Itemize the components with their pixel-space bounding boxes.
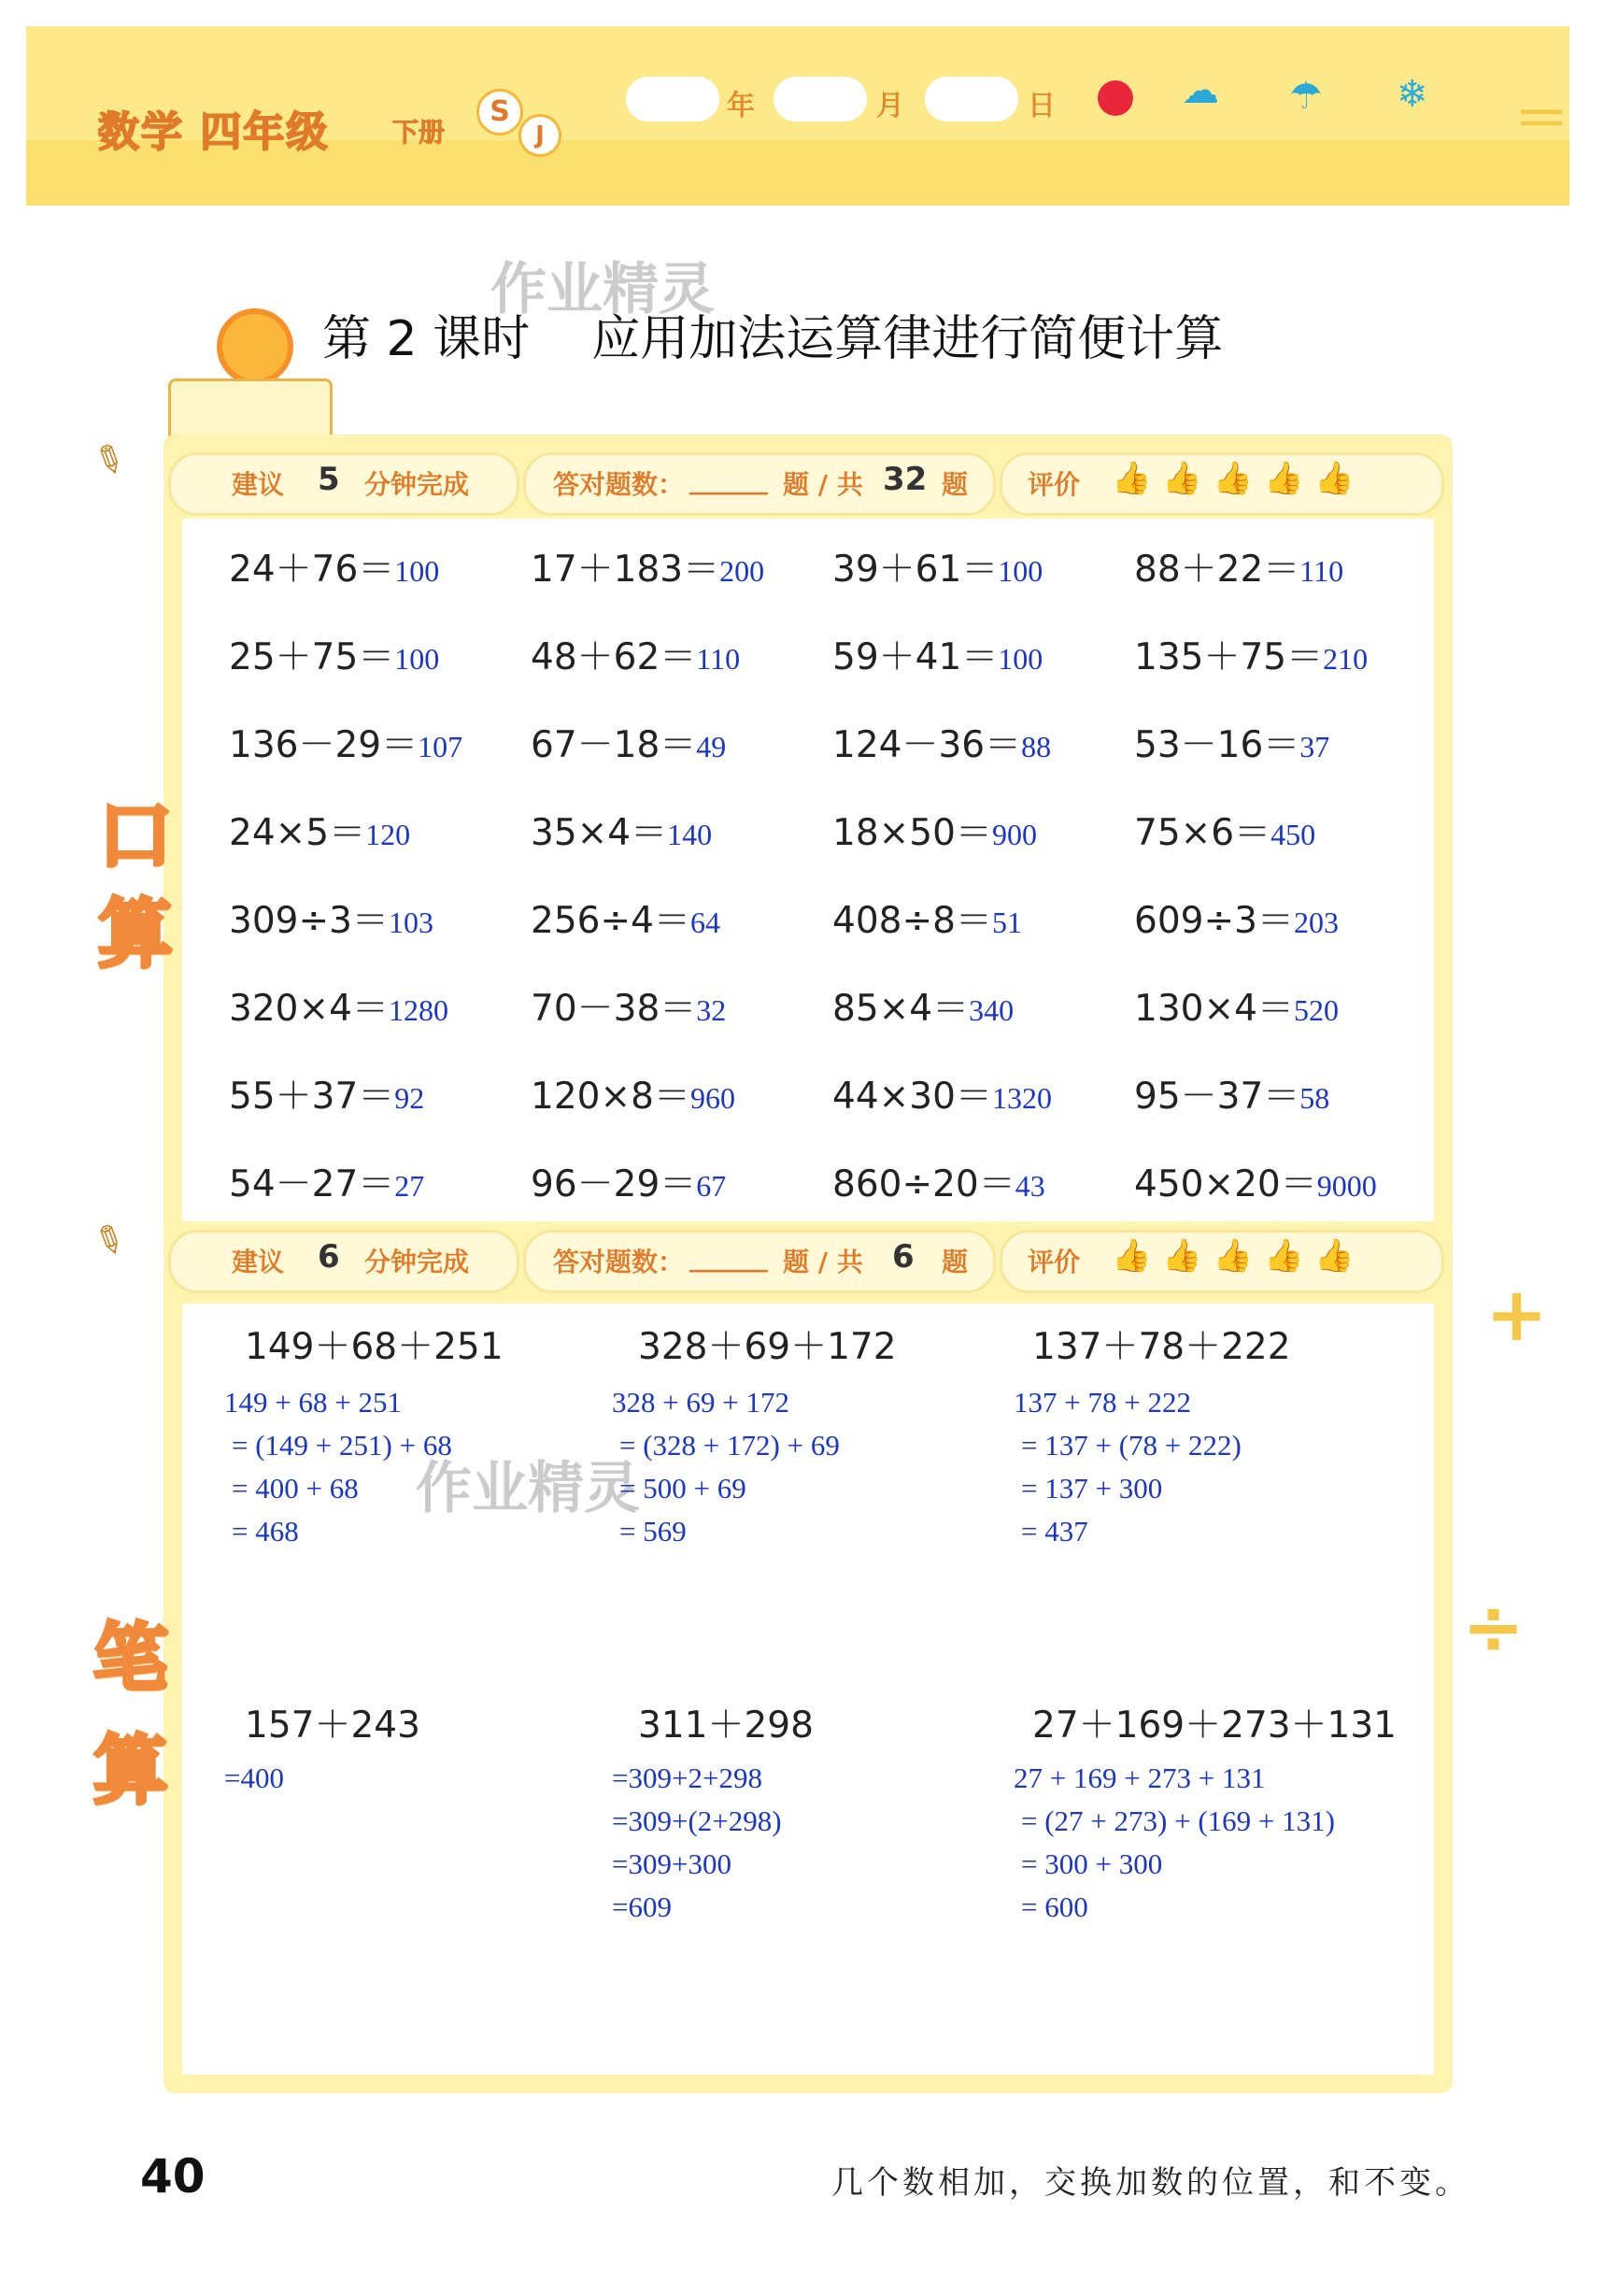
- pencil-icon: ✎: [85, 435, 133, 487]
- oral-problem-answer[interactable]: 203: [1293, 906, 1339, 939]
- written-total: 6: [892, 1238, 915, 1276]
- oral-problem: [1134, 716, 1329, 768]
- oral-problem-answer[interactable]: 37: [1299, 730, 1330, 763]
- oral-problem: [229, 1155, 424, 1207]
- oral-problem-question: 95－37＝: [1134, 1076, 1300, 1118]
- oral-problem: [531, 979, 726, 1032]
- oral-problem-answer[interactable]: 200: [719, 554, 765, 588]
- written-finish: 分钟完成: [364, 1247, 470, 1277]
- written-work-line[interactable]: = (149 + 251) + 68: [232, 1429, 452, 1462]
- oral-problem-answer[interactable]: 51: [991, 906, 1022, 939]
- written-problem-question: 137＋78＋222: [1032, 1326, 1291, 1368]
- written-work-line[interactable]: 328 + 69 + 172: [612, 1386, 789, 1419]
- day-field[interactable]: [925, 77, 1018, 121]
- written-work-line[interactable]: = 137 + (78 + 222): [1021, 1429, 1242, 1462]
- written-minutes: 6: [318, 1238, 340, 1276]
- oral-problem: [832, 716, 1051, 768]
- thumb-icon[interactable]: 👍: [1213, 460, 1254, 497]
- thumb-icon[interactable]: 👍: [1213, 1237, 1254, 1275]
- oral-problem-question: 96－29＝: [531, 1163, 697, 1205]
- written-unit: 题: [942, 1247, 969, 1277]
- thumb-icon[interactable]: 👍: [1314, 460, 1355, 497]
- written-correct-label: 答对题数：: [553, 1247, 685, 1277]
- oral-problem-question: 136－29＝: [229, 724, 419, 766]
- pencil-icon: ✎: [85, 1215, 133, 1267]
- thumb-icon[interactable]: 👍: [1162, 460, 1202, 497]
- oral-problem-answer[interactable]: 107: [418, 730, 463, 763]
- sun-icon[interactable]: [1098, 80, 1133, 116]
- written-work-line[interactable]: = 437: [1021, 1515, 1088, 1547]
- oral-problem-answer[interactable]: 1280: [388, 993, 448, 1027]
- oral-problem-question: 55＋37＝: [229, 1076, 395, 1118]
- written-of-total: 题 / 共: [783, 1247, 863, 1277]
- cloudy-icon[interactable]: ☁: [1182, 69, 1219, 112]
- lesson-title: 第 2 课时 应用加法运算律进行简便计算: [322, 311, 1224, 367]
- oral-problem-question: 39＋61＝: [832, 549, 999, 591]
- oral-problem: [531, 540, 764, 592]
- snow-icon[interactable]: ❄: [1397, 73, 1428, 116]
- oral-problem: [229, 628, 439, 680]
- thumb-icon[interactable]: 👍: [1112, 460, 1152, 497]
- oral-problem-answer[interactable]: 103: [388, 906, 433, 939]
- oral-problem-answer[interactable]: 49: [696, 730, 727, 763]
- written-work-line[interactable]: = 500 + 69: [619, 1472, 746, 1505]
- volume-label: 下册: [392, 117, 446, 148]
- book-title: 数学 四年级: [98, 108, 330, 156]
- oral-problem: [1134, 1067, 1329, 1119]
- oral-rating-thumbs: [1112, 460, 1366, 497]
- oral-problem-question: 67－18＝: [531, 724, 697, 766]
- written-rating-label: 评价: [1028, 1247, 1081, 1277]
- oral-problem: [531, 628, 740, 680]
- oral-problem-answer[interactable]: 110: [1299, 554, 1344, 588]
- oral-problem-question: 135＋75＝: [1134, 636, 1324, 678]
- month-field[interactable]: [774, 77, 867, 121]
- oral-problem-answer[interactable]: 900: [991, 818, 1037, 851]
- oral-problem-answer[interactable]: 32: [696, 993, 727, 1027]
- written-work-line[interactable]: = (27 + 273) + (169 + 131): [1021, 1804, 1335, 1837]
- day-label: 日: [1028, 90, 1056, 122]
- oral-problem-answer[interactable]: 64: [689, 906, 720, 939]
- oral-answer-blank[interactable]: ______: [689, 464, 768, 495]
- thumb-icon[interactable]: 👍: [1264, 460, 1304, 497]
- oral-problem-answer[interactable]: 67: [696, 1169, 727, 1203]
- oral-problem-answer[interactable]: 100: [394, 642, 440, 676]
- oral-problem-question: 130×4＝: [1134, 988, 1294, 1030]
- edition-badge-s: S: [476, 89, 523, 135]
- oral-problem-question: 860÷20＝: [832, 1163, 1015, 1205]
- oral-problem-answer[interactable]: 92: [394, 1081, 425, 1115]
- oral-problem-question: 124－36＝: [832, 724, 1022, 766]
- written-side-label-2: 算: [93, 1727, 168, 1814]
- oral-problem-answer[interactable]: 88: [1021, 730, 1052, 763]
- oral-problem-question: 18×50＝: [832, 812, 992, 854]
- oral-problem: [1134, 979, 1339, 1032]
- oral-problem: [531, 716, 726, 768]
- oral-problem-question: 48＋62＝: [531, 636, 697, 678]
- divide-sign-decoration: ÷: [1462, 1584, 1526, 1671]
- oral-problem-question: 88＋22＝: [1134, 549, 1300, 591]
- open-book-icon: [168, 378, 333, 440]
- footer-note: 几个数相加，交换加数的位置，和不变。: [831, 2164, 1470, 2202]
- oral-problem-answer[interactable]: 140: [667, 818, 713, 851]
- month-label: 月: [876, 90, 904, 122]
- oral-problem: [229, 804, 410, 856]
- oral-problem-question: 54－27＝: [229, 1163, 395, 1205]
- oral-problem-question: 309÷3＝: [229, 900, 389, 942]
- oral-problem: [832, 1067, 1052, 1119]
- oral-problem-question: 75×6＝: [1134, 812, 1271, 854]
- thumb-icon[interactable]: 👍: [1314, 1237, 1355, 1275]
- oral-problem: [1134, 804, 1315, 856]
- written-work-line[interactable]: =400: [224, 1761, 284, 1794]
- oral-problem-question: 256÷4＝: [531, 900, 690, 942]
- oral-unit: 题: [942, 469, 969, 500]
- oral-problem: [531, 891, 720, 944]
- oral-problem-answer[interactable]: 450: [1270, 818, 1316, 851]
- thumb-icon[interactable]: 👍: [1162, 1237, 1202, 1275]
- oral-problem-answer[interactable]: 100: [998, 554, 1043, 588]
- oral-problem-question: 85×4＝: [832, 988, 970, 1030]
- oral-minutes: 5: [318, 461, 340, 498]
- oral-problem-question: 70－38＝: [531, 988, 697, 1030]
- oral-total: 32: [883, 461, 928, 498]
- oral-finish: 分钟完成: [364, 469, 470, 500]
- oral-problem: [832, 628, 1043, 680]
- oral-problem-question: 53－16＝: [1134, 724, 1300, 766]
- oral-problem: [229, 979, 448, 1032]
- written-work-line[interactable]: =309+2+298: [612, 1761, 762, 1794]
- oral-problem-question: 44×30＝: [832, 1076, 992, 1118]
- written-work-line[interactable]: = 300 + 300: [1021, 1847, 1163, 1880]
- oral-problem-question: 24×5＝: [229, 812, 366, 854]
- year-field[interactable]: [626, 77, 719, 121]
- oral-problem-question: 35×4＝: [531, 812, 668, 854]
- plus-sign-decoration: +: [1485, 1271, 1549, 1358]
- written-work-line[interactable]: =309+(2+298): [612, 1804, 782, 1837]
- oral-problem: [229, 891, 433, 944]
- equals-sign-decoration: ＝: [1513, 87, 1569, 152]
- oral-correct-label: 答对题数：: [553, 469, 685, 500]
- oral-problem: [531, 1155, 726, 1207]
- written-suggest: 建议: [232, 1247, 285, 1277]
- written-problem-question: 149＋68＋251: [245, 1326, 504, 1368]
- oral-problem: [1134, 628, 1368, 680]
- oral-problem: [832, 891, 1022, 944]
- oral-problem-question: 609÷3＝: [1134, 900, 1294, 942]
- oral-problem: [229, 540, 439, 592]
- oral-problem-answer[interactable]: 960: [689, 1081, 735, 1115]
- watermark-top: 作业精灵: [490, 257, 715, 322]
- oral-problem: [531, 1067, 735, 1119]
- written-work-line[interactable]: = 137 + 300: [1021, 1472, 1163, 1505]
- oral-side-label-1: 口: [98, 792, 173, 879]
- oral-problem-question: 24＋76＝: [229, 549, 395, 591]
- rain-icon[interactable]: ☂: [1289, 75, 1323, 118]
- written-rating-thumbs: [1112, 1237, 1366, 1275]
- oral-problem: [832, 804, 1037, 856]
- written-work-line[interactable]: = 569: [619, 1515, 687, 1547]
- oral-problem-answer[interactable]: 1320: [991, 1081, 1052, 1115]
- oral-problem-answer[interactable]: 520: [1293, 993, 1339, 1027]
- oral-of-total: 题 / 共: [783, 469, 863, 500]
- oral-rating-label: 评价: [1028, 469, 1081, 500]
- oral-problem-answer[interactable]: 43: [1015, 1169, 1045, 1203]
- oral-problem: [1134, 891, 1339, 944]
- oral-problem-question: 320×4＝: [229, 988, 389, 1030]
- oral-problem-question: 17＋183＝: [531, 549, 720, 591]
- oral-problem-answer[interactable]: 27: [394, 1169, 425, 1203]
- written-work-line[interactable]: = 468: [232, 1515, 299, 1547]
- written-work-line[interactable]: = (328 + 172) + 69: [619, 1429, 840, 1462]
- year-label: 年: [727, 90, 755, 122]
- thumb-icon[interactable]: 👍: [1112, 1237, 1152, 1275]
- written-problem-question: 328＋69＋172: [638, 1326, 897, 1368]
- page-number: 40: [140, 2149, 206, 2203]
- flower-icon: [217, 308, 293, 385]
- oral-problem: [531, 804, 712, 856]
- written-work-line[interactable]: =609: [612, 1890, 672, 1923]
- thumb-icon[interactable]: 👍: [1264, 1237, 1304, 1275]
- written-problem-question: 311＋298: [638, 1704, 814, 1747]
- oral-problem: [832, 1155, 1045, 1207]
- oral-suggest: 建议: [232, 469, 285, 500]
- oral-problem-answer[interactable]: 110: [696, 642, 741, 676]
- oral-problem: [832, 979, 1014, 1032]
- oral-problem-question: 120×8＝: [531, 1076, 690, 1118]
- written-side-label-1: 笔: [93, 1615, 168, 1702]
- written-work-line[interactable]: 27 + 169 + 273 + 131: [1014, 1761, 1266, 1794]
- oral-problem: [832, 540, 1043, 592]
- oral-problem-question: 450×20＝: [1134, 1163, 1317, 1205]
- written-work-line[interactable]: 149 + 68 + 251: [224, 1386, 402, 1419]
- oral-problem-answer[interactable]: 100: [998, 642, 1043, 676]
- oral-problem-question: 59＋41＝: [832, 636, 999, 678]
- oral-problem: [1134, 1155, 1377, 1207]
- oral-problem-answer[interactable]: 100: [394, 554, 440, 588]
- written-answer-blank[interactable]: ______: [689, 1242, 768, 1273]
- written-work-line[interactable]: = 600: [1021, 1890, 1088, 1923]
- written-work-line[interactable]: = 400 + 68: [232, 1472, 359, 1505]
- watermark-middle: 作业精灵: [416, 1456, 640, 1521]
- oral-problem: [229, 716, 462, 768]
- oral-problem-question: 25＋75＝: [229, 636, 395, 678]
- oral-problem-answer[interactable]: 210: [1323, 642, 1369, 676]
- oral-problem-question: 408÷8＝: [832, 900, 992, 942]
- oral-problem-answer[interactable]: 340: [969, 993, 1015, 1027]
- oral-problem-answer[interactable]: 120: [365, 818, 411, 851]
- written-work-line[interactable]: 137 + 78 + 222: [1014, 1386, 1191, 1419]
- edition-badge-j: J: [518, 114, 561, 157]
- written-problem-question: 27＋169＋273＋131: [1032, 1704, 1397, 1747]
- written-work-line[interactable]: =309+300: [612, 1847, 731, 1880]
- oral-problem: [229, 1067, 424, 1119]
- oral-problem-answer[interactable]: 9000: [1316, 1169, 1377, 1203]
- oral-side-label-2: 算: [98, 891, 173, 977]
- oral-problem: [1134, 540, 1343, 592]
- written-problem-question: 157＋243: [245, 1704, 420, 1747]
- oral-problem-answer[interactable]: 58: [1299, 1081, 1330, 1115]
